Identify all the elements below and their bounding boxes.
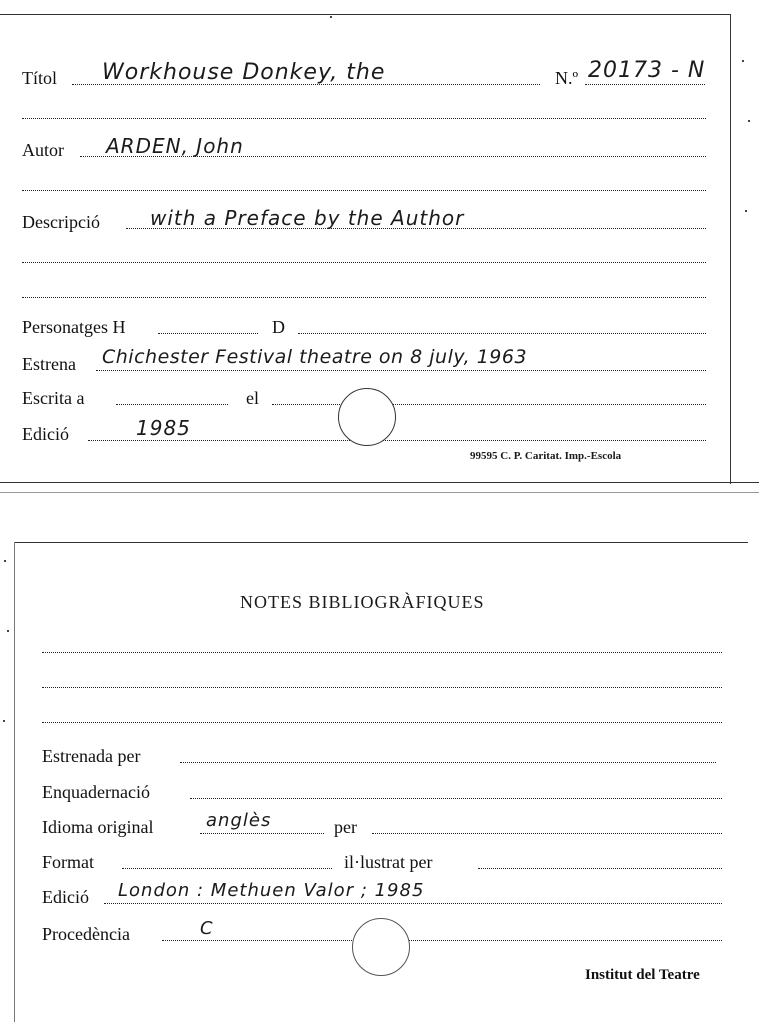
personatges-d-label: D <box>272 317 285 337</box>
illustrat-label: il·lustrat per <box>344 852 433 872</box>
estrena-line <box>96 370 706 371</box>
el-line <box>272 404 706 405</box>
speck <box>4 560 6 562</box>
catalog-card-top <box>0 0 759 495</box>
escrita-label: Escrita a <box>22 388 85 408</box>
idioma-line <box>200 833 324 834</box>
punch-hole-bottom <box>352 918 410 976</box>
card-bottom-border-top <box>14 542 748 543</box>
enquadernacio-label: Enquadernació <box>42 782 150 802</box>
numero-line <box>585 84 705 85</box>
catalog-card-bottom <box>0 520 759 1028</box>
speck <box>330 16 332 18</box>
enquadernacio-line <box>190 798 722 799</box>
card-bottom-border-left <box>14 542 15 1022</box>
estrena-label: Estrena <box>22 354 76 374</box>
el-label: el <box>246 388 259 408</box>
card-top-border-top <box>0 14 730 15</box>
numero-value: 20173 - N <box>588 58 706 83</box>
speck <box>745 210 747 212</box>
illustrat-line <box>478 868 722 869</box>
personatges-d-line <box>298 333 706 334</box>
autor-value: ARDEN, John <box>106 134 244 158</box>
edicio-line <box>88 440 706 441</box>
speck <box>3 720 5 722</box>
procedencia-value: C <box>200 918 214 939</box>
notes-line-2 <box>42 687 722 688</box>
estrenada-label: Estrenada per <box>42 746 141 766</box>
card-top-border-right <box>730 14 731 484</box>
format-label: Format <box>42 852 94 872</box>
idioma-label: Idioma original <box>42 817 154 837</box>
per-line <box>372 833 722 834</box>
descripcio-label: Descripció <box>22 212 100 232</box>
speck <box>7 630 9 632</box>
personatges-label: Personatges H <box>22 317 126 337</box>
numero-label: N.º <box>555 68 579 88</box>
speck <box>748 120 750 122</box>
blank-line-4 <box>22 297 706 298</box>
card-top-border-bottom-2 <box>0 492 759 493</box>
institution-name: Institut del Teatre <box>585 967 700 983</box>
per-label: per <box>334 817 357 837</box>
blank-line-3 <box>22 262 706 263</box>
edicio2-line <box>104 903 722 904</box>
punch-hole-top <box>338 388 396 446</box>
autor-label: Autor <box>22 140 64 160</box>
notes-line-1 <box>42 652 722 653</box>
printer-credit: 99595 C. P. Caritat. Imp.-Escola <box>470 450 622 462</box>
edicio2-value: London : Methuen Valor ; 1985 <box>118 880 425 901</box>
estrena-value: Chichester Festival theatre on 8 july, 1963 <box>102 346 528 368</box>
edicio2-label: Edició <box>42 887 89 907</box>
edicio-label: Edició <box>22 424 69 444</box>
escrita-line <box>116 404 228 405</box>
card-top-border-bottom <box>0 482 759 483</box>
personatges-h-line <box>158 333 258 334</box>
estrenada-line <box>180 762 716 763</box>
notes-heading: NOTES BIBLIOGRÀFIQUES <box>240 592 485 612</box>
blank-line-2 <box>22 190 706 191</box>
idioma-value: anglès <box>206 810 272 831</box>
format-line <box>122 868 332 869</box>
titol-value: Workhouse Donkey, the <box>102 60 386 85</box>
notes-line-3 <box>42 722 722 723</box>
procedencia-label: Procedència <box>42 924 130 944</box>
edicio-value: 1985 <box>136 416 191 440</box>
speck <box>742 60 744 62</box>
titol-label: Títol <box>22 68 57 88</box>
procedencia-line <box>162 940 722 941</box>
blank-line-1 <box>22 118 706 119</box>
descripcio-value: with a Preface by the Author <box>150 206 465 230</box>
